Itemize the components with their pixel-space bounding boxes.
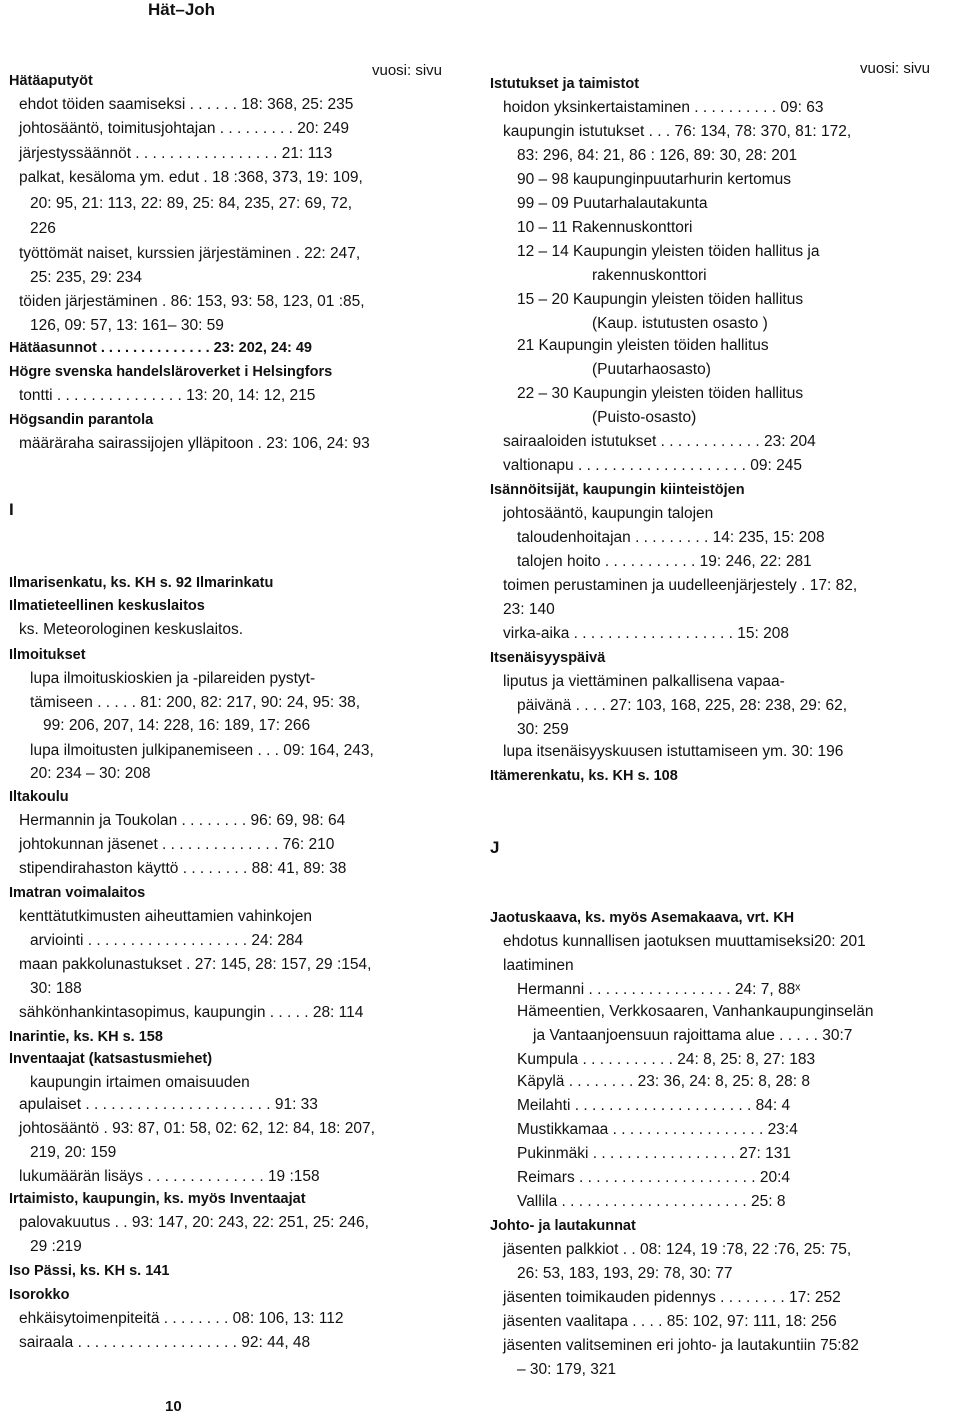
index-entry: virka-aika . . . . . . . . . . . . . . . . . . . 15: 208 [503, 625, 789, 642]
index-entry: Kumpula . . . . . . . . . . . 24: 8, 25: 8, 27: 183 [517, 1051, 816, 1068]
index-entry: kaupungin istutukset . . . 76: 134, 78: 370, 81: 172, [503, 123, 852, 140]
index-entry: 23: 140 [503, 601, 555, 618]
index-entry: ehkäisytoimenpiteitä . . . . . . . . 08: 106, 13: 112 [19, 1310, 344, 1327]
index-entry: 22 – 30 Kaupungin yleisten töiden hallitus [517, 385, 804, 402]
index-entry: Hermannin ja Toukolan . . . . . . . . 96: 69, 98: 64 [19, 812, 346, 829]
index-entry: sairaaloiden istutukset . . . . . . . . . . . . 23: 204 [503, 433, 816, 450]
index-entry: lupa itsenäisyyskuusen istuttamiseen ym. 30: 196 [503, 743, 844, 760]
section-letter: J [490, 838, 500, 857]
index-entry: Pukinmäki . . . . . . . . . . . . . . . . . 27: 131 [517, 1145, 791, 1162]
index-heading: Iso Pässi, ks. KH s. 141 [9, 1263, 170, 1279]
index-heading: Istutukset ja taimistot [490, 76, 640, 92]
index-entry: jäsenten valitseminen eri johto- ja lautakuntiin 75:82 [503, 1337, 859, 1354]
index-heading: Isorokko [9, 1287, 70, 1303]
index-entry: kaupungin irtaimen omaisuuden [30, 1074, 250, 1091]
index-entry: taloudenhoitajan . . . . . . . . . 14: 235, 15: 208 [517, 529, 825, 546]
page-number: 10 [165, 1398, 182, 1415]
index-heading: Irtaimisto, kaupungin, ks. myös Inventaajat [9, 1191, 306, 1207]
index-entry: 83: 296, 84: 21, 86 : 126, 89: 30, 28: 201 [517, 147, 798, 164]
index-entry: ehdotus kunnallisen jaotuksen muuttamiseksi20: 201 [503, 933, 866, 950]
index-entry: ehdot töiden saamiseksi . . . . . . 18: 368, 25: 235 [19, 96, 354, 113]
index-entry: päivänä . . . . 27: 103, 168, 225, 28: 238, 29: 62, [517, 697, 848, 714]
index-entry: Vallila . . . . . . . . . . . . . . . . . . . . . . 25: 8 [517, 1193, 786, 1210]
index-entry: lupa ilmoituskioskien ja -pilareiden pystyt- [30, 670, 316, 687]
index-heading: Imatran voimalaitos [9, 885, 146, 901]
index-heading: Hätäaputyöt [9, 73, 93, 89]
index-entry: johtosääntö . 93: 87, 01: 58, 02: 62, 12: 84, 18: 207, [19, 1120, 375, 1137]
index-entry: 12 – 14 Kaupungin yleisten töiden hallitus ja [517, 243, 820, 260]
index-entry: arviointi . . . . . . . . . . . . . . . . . . . 24: 284 [30, 932, 304, 949]
index-entry: sähkönhankintasopimus, kaupungin . . . . . 28: 114 [19, 1004, 364, 1021]
index-heading: Itsenäisyyspäivä [490, 650, 606, 666]
index-entry: 30: 259 [517, 721, 569, 738]
index-heading: Ilmoitukset [9, 647, 86, 663]
index-entry: 10 – 11 Rakennuskonttori [517, 219, 693, 236]
index-entry: valtionapu . . . . . . . . . . . . . . . . . . . . 09: 245 [503, 457, 802, 474]
index-heading: Johto- ja lautakunnat [490, 1218, 636, 1234]
index-entry: 20: 95, 21: 113, 22: 89, 25: 84, 235, 27: 69, 72, [30, 195, 353, 212]
index-entry: – 30: 179, 321 [517, 1361, 617, 1378]
index-entry: rakennuskonttori [592, 267, 707, 284]
index-entry: 99 – 09 Puutarhalautakunta [517, 195, 708, 212]
index-entry: 126, 09: 57, 13: 161– 30: 59 [30, 317, 224, 334]
index-entry: toimen perustaminen ja uudelleenjärjestely . 17: 82, [503, 577, 858, 594]
index-entry: 30: 188 [30, 980, 82, 997]
index-entry: (Puutarhaosasto) [592, 361, 711, 378]
index-entry: lukumäärän lisäys . . . . . . . . . . . . . . 19 :158 [19, 1168, 320, 1185]
index-heading: Isännöitsijät, kaupungin kiinteistöjen [490, 482, 745, 498]
index-entry: Meilahti . . . . . . . . . . . . . . . . . . . . . 84: 4 [517, 1097, 791, 1114]
index-heading: Hätäasunnot . . . . . . . . . . . . . . 23: 202, 24: 49 [9, 340, 312, 356]
index-entry: 15 – 20 Kaupungin yleisten töiden hallitus [517, 291, 804, 308]
section-letter: I [9, 500, 14, 519]
page-header: Hät–Joh [148, 0, 216, 19]
index-heading: Itämerenkatu, ks. KH s. 108 [490, 768, 678, 784]
index-entry: 25: 235, 29: 234 [30, 269, 143, 286]
index-entry: tämiseen . . . . . 81: 200, 82: 217, 90: 24, 95: 38, [30, 694, 361, 711]
index-entry: 26: 53, 183, 193, 29: 78, 30: 77 [517, 1265, 733, 1282]
column-label-right: vuosi: sivu [860, 60, 931, 77]
index-entry: hoidon yksinkertaistaminen . . . . . . . . . . 09: 63 [503, 99, 824, 116]
index-heading: Ilmarisenkatu, ks. KH s. 92 Ilmarinkatu [9, 575, 274, 591]
index-heading: Iltakoulu [9, 789, 69, 805]
index-entry: järjestyssäännöt . . . . . . . . . . . . . . . . . 21: 113 [19, 145, 333, 162]
index-entry: ja Vantaanjoensuun rajoittama alue . . . . . 30:7 [533, 1027, 853, 1044]
index-entry: 29 :219 [30, 1238, 82, 1255]
index-entry: Mustikkamaa . . . . . . . . . . . . . . . . . . 23:4 [517, 1121, 798, 1138]
index-entry: (Puisto-osasto) [592, 409, 697, 426]
index-entry: Käpylä . . . . . . . . 23: 36, 24: 8, 25: 8, 28: 8 [517, 1073, 810, 1090]
index-entry: 90 – 98 kaupunginpuutarhurin kertomus [517, 171, 792, 188]
index-entry: laatiminen [503, 957, 574, 974]
index-entry: tontti . . . . . . . . . . . . . . . 13: 20, 14: 12, 215 [19, 387, 316, 404]
index-entry: 21 Kaupungin yleisten töiden hallitus [517, 337, 769, 354]
index-entry: Reimars . . . . . . . . . . . . . . . . . . . . . 20:4 [517, 1169, 791, 1186]
index-entry: liputus ja viettäminen palkallisena vapaa- [503, 673, 785, 690]
index-entry: johtosääntö, kaupungin talojen [503, 505, 714, 522]
index-entry: talojen hoito . . . . . . . . . . . 19: 246, 22: 281 [517, 553, 812, 570]
index-heading: Högsandin parantola [9, 412, 154, 428]
index-entry: johtosääntö, toimitusjohtajan . . . . . . . . . 20: 249 [19, 120, 349, 137]
index-heading: Ilmatieteellinen keskuslaitos [9, 598, 205, 614]
index-entry: 226 [30, 220, 56, 237]
index-entry: Hermanni . . . . . . . . . . . . . . . . . 24: 7, 88ˣ [517, 981, 801, 998]
index-entry: ks. Meteorologinen keskuslaitos. [19, 621, 244, 638]
index-entry: Hämeentien, Verkkosaaren, Vanhankaupunginselän [517, 1003, 874, 1020]
index-entry: 219, 20: 159 [30, 1144, 117, 1161]
index-entry: palovakuutus . . 93: 147, 20: 243, 22: 251, 25: 246, [19, 1214, 369, 1231]
index-entry: lupa ilmoitusten julkipanemiseen . . . 09: 164, 243, [30, 742, 374, 759]
index-entry: apulaiset . . . . . . . . . . . . . . . . . . . . . . 91: 33 [19, 1096, 318, 1113]
index-entry: stipendirahaston käyttö . . . . . . . . 88: 41, 89: 38 [19, 860, 347, 877]
index-entry: jäsenten toimikauden pidennys . . . . . . . . 17: 252 [503, 1289, 841, 1306]
column-label-left: vuosi: sivu [372, 62, 443, 79]
index-entry: (Kaup. istutusten osasto ) [592, 315, 768, 332]
index-entry: maan pakkolunastukset . 27: 145, 28: 157, 29 :154, [19, 956, 372, 973]
index-heading: Inventaajat (katsastusmiehet) [9, 1051, 213, 1067]
index-entry: töiden järjestäminen . 86: 153, 93: 58, 123, 01 :85, [19, 293, 365, 310]
index-entry: jäsenten palkkiot . . 08: 124, 19 :78, 22 :76, 25: 75, [503, 1241, 852, 1258]
index-entry: määräraha sairassijojen ylläpitoon . 23: 106, 24: 93 [19, 435, 370, 452]
index-entry: työttömät naiset, kurssien järjestäminen . 22: 247, [19, 245, 361, 262]
index-heading: Jaotuskaava, ks. myös Asemakaava, vrt. KH [490, 910, 795, 926]
index-entry: jäsenten vaalitapa . . . . 85: 102, 97: 111, 18: 256 [503, 1313, 837, 1330]
index-heading: Inarintie, ks. KH s. 158 [9, 1029, 163, 1045]
index-entry: 99: 206, 207, 14: 228, 16: 189, 17: 266 [43, 717, 311, 734]
index-entry: kenttätutkimusten aiheuttamien vahinkojen [19, 908, 312, 925]
index-entry: sairaala . . . . . . . . . . . . . . . . . . . 92: 44, 48 [19, 1334, 311, 1351]
index-entry: palkat, kesäloma ym. edut . 18 :368, 373, 19: 109, [19, 169, 363, 186]
index-entry: 20: 234 – 30: 208 [30, 765, 151, 782]
index-entry: johtokunnan jäsenet . . . . . . . . . . . . . . 76: 210 [19, 836, 335, 853]
index-heading: Högre svenska handelsläroverket i Helsingfors [9, 364, 333, 380]
